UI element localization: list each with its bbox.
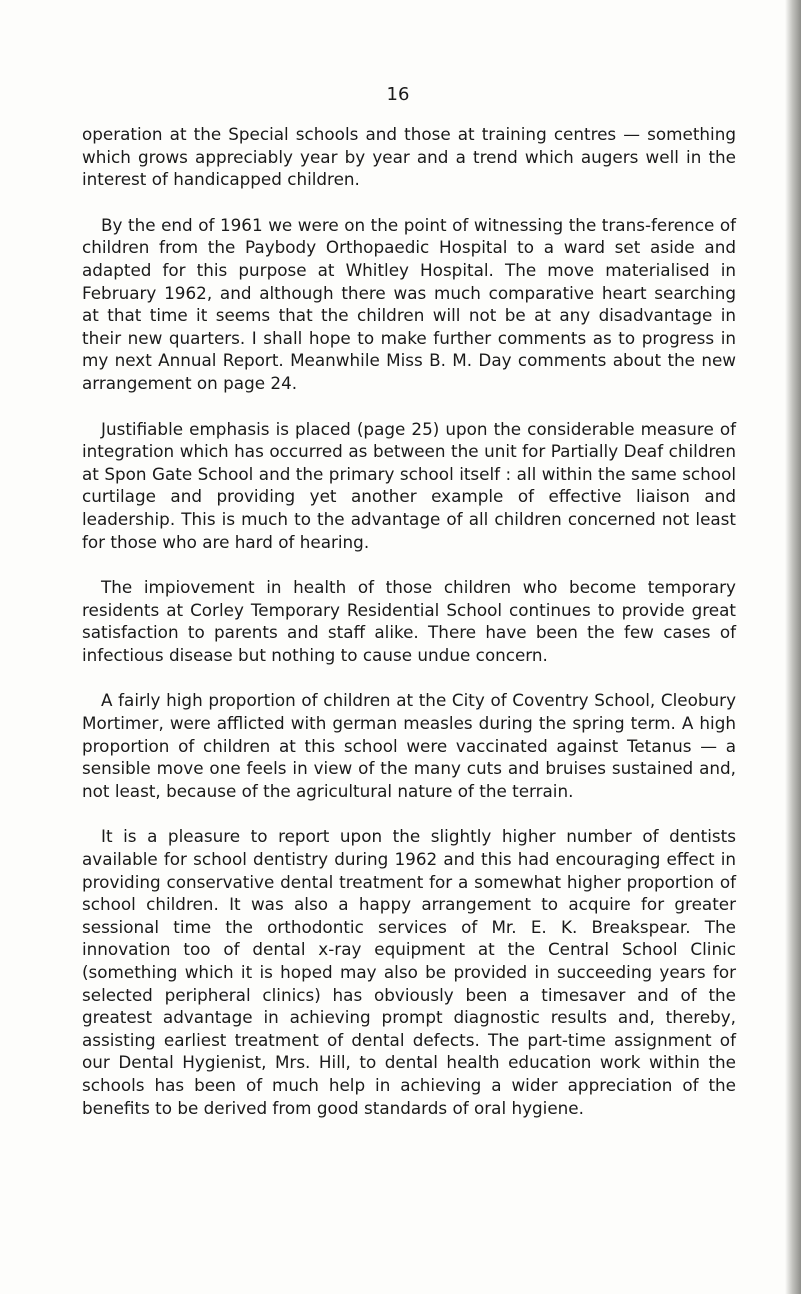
paragraph-4: The impiovement in health of those children who become temporary residents at Corley Temporary Residential School continues to provide great satisfaction to parents and staff alike. There have been the few cases of infectious disease but nothing to cause undue concern. — [82, 577, 736, 665]
paragraph-1: operation at the Special schools and those at training centres — something which grows appreciably year by year and a trend which augers well in the interest of handicapped children. — [82, 124, 736, 190]
page-number: 16 — [386, 84, 410, 105]
paragraph-5: A fairly high proportion of children at the City of Coventry School, Cleobury Mortimer, were afflicted with german measles during the spring term. A high proportion of children at this school were vaccinated against Tetanus — a sensible move one feels in view of the many cuts and bruises sustained and, not least, because of the agricultural nature of the terrain. — [82, 690, 736, 801]
body-text — [82, 123, 736, 1142]
paragraph-6: It is a pleasure to report upon the slightly higher number of dentists available for school dentistry during 1962 and this had encouraging effect in providing conservative dental treatment for a somewhat higher proportion of school children. It was also a happy arrangement to acquire for greater sessional time the orthodontic services of Mr. E. K. Breakspear. The innovation too of dental x-ray equipment at the Central School Clinic (something which it is hoped may also be provided in succeeding years for selected peripheral clinics) has obviously been a timesaver and of the greatest advantage in achieving prompt diagnostic results and, thereby, assisting earliest treatment of dental defects. The part-time assignment of our Dental Hygienist, Mrs. Hill, to dental health education work within the schools has been of much help in achieving a wider appreciation of the benefits to be derived from good standards of oral hygiene. — [82, 826, 736, 1118]
paragraph-2: By the end of 1961 we were on the point of witnessing the trans-ference of children from the Paybody Orthopaedic Hospital to a ward set aside and adapted for this purpose at Whitley Hospital. The move materialised in February 1962, and although there was much comparative heart searching at that time it seems that the children will not be at any disadvantage in their new quarters. I shall hope to make further comments as to progress in my next Annual Report. Meanwhile Miss B. M. Day comments about the new arrangement on page 24. — [82, 214, 736, 393]
paragraph-3: Justifiable emphasis is placed (page 25) upon the considerable measure of integration which has occurred as between the unit for Partially Deaf children at Spon Gate School and the primary school itself : all within the same school curtilage and providing yet another example of effective liaison and leadership. This is much to the advantage of all children concerned not least for those who are hard of hearing. — [82, 418, 736, 552]
page-edge-shadow — [785, 0, 801, 1294]
